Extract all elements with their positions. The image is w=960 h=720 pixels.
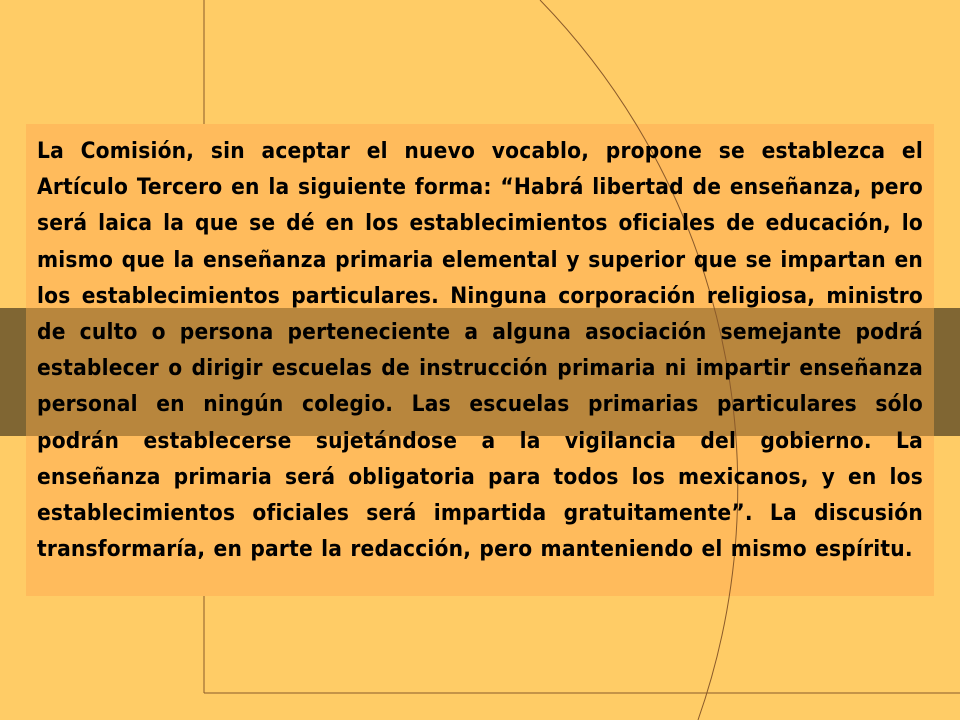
slide-paragraph: La Comisión, sin aceptar el nuevo vocablo, propone se establezca el Artículo Tercero en la siguiente forma: “Habrá libertad de enseñanza, pero será laica la que se dé en los establecimientos oficiales de educación, lo mismo que la enseñanza primaria elemental y superior que se impartan en los establecimientos particulares. Ninguna corporación religiosa, ministro de culto o persona perteneciente a alguna asociación semejante podrá establecer o dirigir escuelas de instrucción primaria ni impartir enseñanza personal en ningún colegio. Las escuelas primarias particulares sólo podrán establecerse sujetándose a la vigilancia del gobierno. La enseñanza primaria será obligatoria para todos los mexicanos, y en los establecimientos oficiales será impartida gratuitamente”. La discusión transformaría, en parte la redacción, pero manteniendo el mismo espíritu. — [37, 138, 923, 563]
text-box — [26, 124, 934, 596]
